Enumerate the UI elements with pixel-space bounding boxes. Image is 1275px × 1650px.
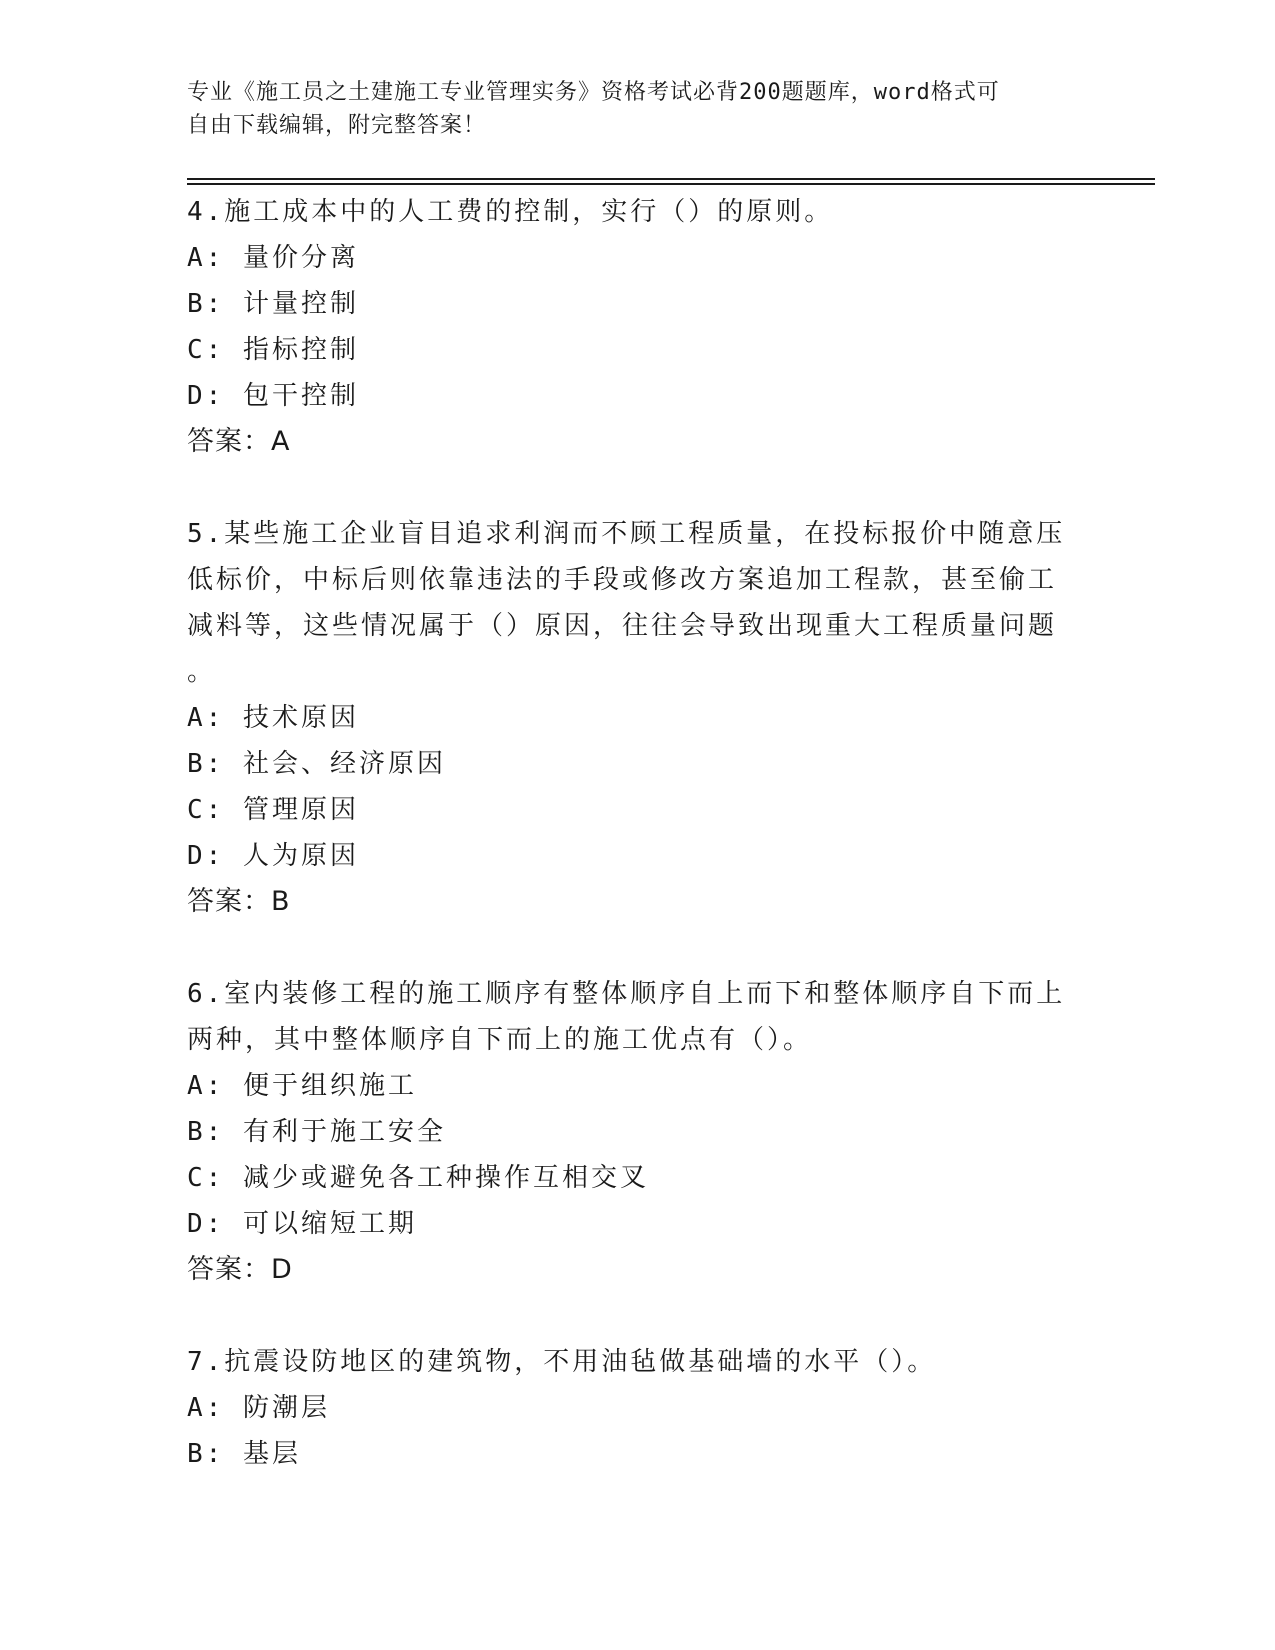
option-c: C: 指标控制: [187, 335, 359, 365]
option-c: C: 减少或避免各工种操作互相交叉: [187, 1163, 649, 1193]
option-a: A: 防潮层: [187, 1393, 330, 1423]
question-stem-line: 减料等，这些情况属于（）原因，往往会导致出现重大工程质量问题: [187, 611, 1058, 641]
question-stem: 4.施工成本中的人工费的控制，实行（）的原则。: [187, 197, 834, 227]
header-divider-bottom: [187, 183, 1155, 185]
header-line-1: 专业《施工员之土建施工专业管理实务》资格考试必背200题题库，word格式可: [187, 80, 1000, 105]
header-line-2: 自由下载编辑，附完整答案！: [187, 113, 487, 138]
question-stem-line: 6.室内装修工程的施工顺序有整体顺序自上而下和整体顺序自下而上: [187, 979, 1066, 1009]
option-d: D: 人为原因: [187, 841, 359, 871]
option-b: B: 有利于施工安全: [187, 1117, 446, 1147]
question-stem-line: 。: [187, 657, 217, 687]
option-a: A: 便于组织施工: [187, 1071, 417, 1101]
question-stem: 7.抗震设防地区的建筑物，不用油毡做基础墙的水平（）。: [187, 1347, 937, 1377]
header-divider-top: [187, 178, 1155, 180]
option-d: D: 可以缩短工期: [187, 1209, 417, 1239]
document-header: [187, 76, 1067, 142]
answer: 答案：B: [187, 886, 291, 917]
option-d: D: 包干控制: [187, 381, 359, 411]
option-c: C: 管理原因: [187, 795, 359, 825]
option-b: B: 基层: [187, 1439, 301, 1469]
option-a: A: 量价分离: [187, 243, 359, 273]
question-5: [187, 511, 1067, 925]
option-a: A: 技术原因: [187, 703, 359, 733]
question-stem-line: 两种，其中整体顺序自下而上的施工优点有（）。: [187, 1025, 813, 1055]
question-6: [187, 971, 1067, 1293]
option-b: B: 计量控制: [187, 289, 359, 319]
question-list: [187, 189, 1067, 1523]
question-7: [187, 1339, 1067, 1477]
question-stem-line: 低标价，中标后则依靠违法的手段或修改方案追加工程款，甚至偷工: [187, 565, 1058, 595]
answer: 答案：D: [187, 1254, 293, 1285]
question-4: [187, 189, 1067, 465]
answer: 答案：A: [187, 426, 291, 457]
question-stem-line: 5.某些施工企业盲目追求利润而不顾工程质量，在投标报价中随意压: [187, 519, 1066, 549]
option-b: B: 社会、经济原因: [187, 749, 446, 779]
